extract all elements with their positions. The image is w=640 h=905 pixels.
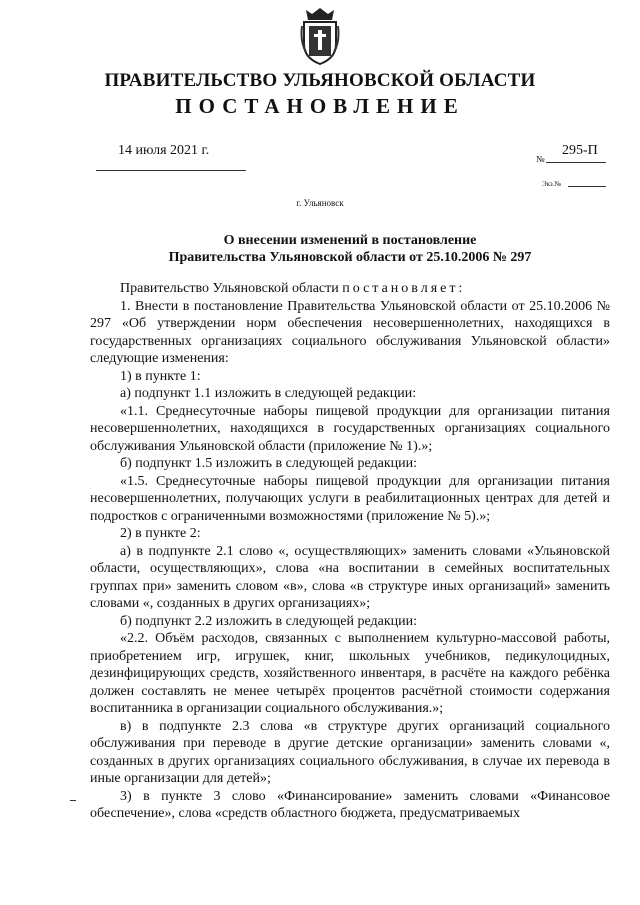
margin-mark <box>70 800 76 801</box>
body-paragraph: а) подпункт 1.1 изложить в следующей редакции: <box>120 386 417 401</box>
subject-line-2: Правительства Ульяновской области от 25.10.2006 № 297 <box>168 250 532 265</box>
intro-text: Правительство Ульяновской области <box>120 281 343 296</box>
body-paragraph: а) в подпункте 2.1 слово «, осуществляющих» заменить словами «Ульяновской области, осуществляющих», слова «на воспитании в семейных воспитательных группах при» заменить словом «в», слова «в структуре иных организаций» заменить словами «, созданных в других организациях»; <box>90 543 610 611</box>
city-label: г. Ульяновск <box>296 198 344 208</box>
copy-number-label: Экз.№ <box>542 180 562 188</box>
body-paragraph: б) подпункт 1.5 изложить в следующей редакции: <box>120 456 417 471</box>
body-paragraph: в) в подпункте 2.3 слова «в структуре других организаций социального обслуживания при переводе в другие детские организации» заменить словами «, созданных в других организациях социального обслуживания, в случае их перевода в иные организации для детей»; <box>90 718 610 786</box>
body-paragraph: 1) в пункте 1: <box>120 368 201 384</box>
document-type-title: ПОСТАНОВЛЕНИЕ <box>175 94 465 118</box>
coat-of-arms-icon <box>300 6 340 66</box>
copy-number-underline <box>568 186 606 187</box>
document-date: 14 июля 2021 г. <box>118 143 210 158</box>
number-underline <box>546 162 606 163</box>
date-underline <box>96 170 246 171</box>
document-number-prefix: № <box>536 154 545 164</box>
document-number: 295-П <box>562 143 598 158</box>
intro-paragraph <box>90 280 610 298</box>
body-paragraph: «1.1. Среднесуточные наборы пищевой продукции для организации питания несовершеннолетних, находящихся в государственных организациях социального обслуживания Ульяновской области (приложение № 1).»; <box>90 403 610 454</box>
body-paragraph: «1.5. Среднесуточные наборы пищевой продукции для организации питания несовершеннолетних, получающих услуги в реабилитационных центрах для детей и подростков с ограниченными возможностями (приложение № 5).»; <box>90 473 610 524</box>
body-paragraph: «2.2. Объём расходов, связанных с выполнением культурно-массовой работы, приобретением игр, игрушек, книг, школьных учебников, педикулоцидных, дезинфицирующих средств, хозяйственного инвентаря, в расчёте на каждого ребёнка должен составлять не менее четырёх процентов расчётной стоимости содержания воспитанника в организации социального обслуживания.»; <box>90 631 610 716</box>
body-paragraph: б) подпункт 2.2 изложить в следующей редакции: <box>120 613 417 629</box>
document-body <box>90 280 610 823</box>
document-subject <box>90 232 610 266</box>
organization-title: ПРАВИТЕЛЬСТВО УЛЬЯНОВСКОЙ ОБЛАСТИ <box>104 70 536 91</box>
body-paragraph: 1. Внести в постановление Правительства Ульяновской области от 25.10.2006 № 297 «Об утверждении норм обеспечения несовершеннолетних, находящихся в государственных организациях социального обслуживания Ульяновской области» следующие изменения: <box>90 298 610 366</box>
body-paragraph: 2) в пункте 2: <box>120 526 201 541</box>
intro-verb: постановляет: <box>342 281 466 296</box>
subject-line-1: О внесении изменений в постановление <box>223 233 477 248</box>
body-paragraph: 3) в пункте 3 слово «Финансирование» заменить словами «Финансовое обеспечение», слова «средств областного бюджета, предусматриваемых <box>90 788 610 821</box>
